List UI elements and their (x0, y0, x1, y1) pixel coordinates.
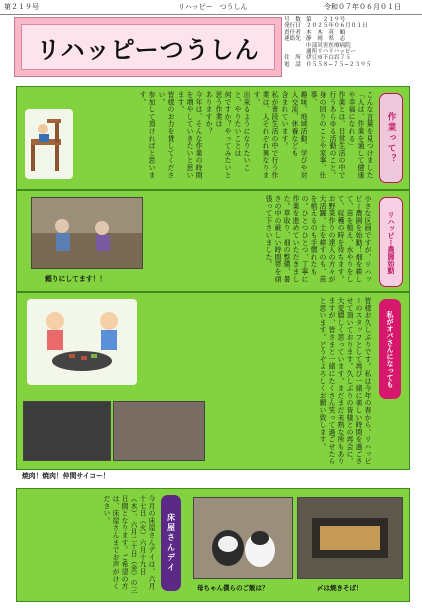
header-date: 令和０７年０６月０１日 (324, 3, 401, 11)
sagyo-text: こんな言葉を見つけました「人は、作業を通して健康や幸福になれる」 作業とは、日常生活の中で行うあらゆる活動のこと。 身の回りのことや家事、仕事、 趣味、地域活動、学びや対人交流、休養なども 含まれています。 私が普段生活の中で行う作業は、人それぞれ異なります。 出来るようになりたいこと、やりたいことは 何ですか？やってみたいと思う作業は ありますか？ 今年は、そんな作業の時間を増やしていきたいと思います。 皆様のお力を貸してください。 参加して頂ければと思います。 (138, 91, 373, 179)
farm-caption: 頼りにしてます！！ (45, 275, 107, 283)
title-banner-inner (21, 24, 275, 70)
info-row: 責任者 本 木 英 順 (284, 29, 346, 36)
info-row: 中部災害医療病院 (306, 42, 351, 49)
publication-info (284, 17, 408, 77)
info-row: 発行日 ２０２５年０６月０１日 (284, 23, 368, 30)
header-divider (0, 14, 422, 15)
cats-photo (193, 497, 293, 579)
top-header (0, 0, 422, 14)
section-tag-staff: 私がオバさんになっても (379, 299, 401, 399)
farm-photo (31, 197, 143, 269)
section-tag-barber: 床屋さんデイ (161, 495, 181, 591)
section-sagyo (16, 86, 410, 190)
barber-text: 今月の床屋さんデイは、六月十七日（火）六月十九日（木）、六月二十日（金）の三日間となります。ご希望の方は、床屋さんまでお声がけください。 (102, 495, 155, 594)
section-staff (16, 292, 410, 470)
header-title: リハッピー つうしん (178, 3, 248, 11)
info-row: 号 数 第 ２１９号 (284, 17, 346, 23)
staff-caption: 焼肉！焼肉！仲間サイコー！ (22, 472, 110, 480)
group-photo (113, 401, 205, 461)
staff-text: 皆様お久しぶりです。私は今年の春から、リハッピーのスタッフとして再び一緒に楽しい時間を過ごさせて頂いております。久しぶりの皆様との再会に、大変嬉しく思っています。まだまだ未熟な所もありますが、皆さまと一緒にたくさん笑って過ごせたらと思います。どうぞよろしくお願い致します。 (318, 297, 371, 465)
section-barber (16, 488, 410, 602)
info-row: 通所リハリハッピー (306, 49, 356, 56)
info-row: 連絡先 静 岡 県 志 (284, 36, 346, 43)
title-banner (14, 17, 282, 77)
info-row: 住 所 伊豆市下白岩７５ (284, 55, 351, 62)
newsletter-title: リハッピーつうしん (36, 35, 260, 64)
section-tag-sagyo: 作業って？ (379, 93, 403, 183)
section-farm (16, 190, 410, 292)
yakisoba-caption: 〆は焼きそば！ (317, 584, 363, 592)
chair-illustration (25, 109, 73, 179)
bbq-grill-photo (23, 401, 111, 461)
section-tag-farm: リハッピー農園始動 (379, 197, 403, 287)
issue-number: 第２１９号 (4, 3, 39, 11)
farm-text: 小さな区画ですが、リハッピー農園を始動！畑を耕して、苗を植え、水やりをして、収穫の時を待ちます。お野菜作りの達人の方々が大活躍。土を耕すのも、苗を植えるのも手慣れたもの。ひとつひとつ、丁寧に作業を進めていただきました。草取り、畑の整備、暑さの中の厳しい時間帯を頑張って下さいました。 (264, 195, 371, 283)
bbq-illustration (27, 299, 137, 385)
yakisoba-photo (297, 497, 403, 579)
info-row: 電 話 ０５５８−７５−２３９５ (284, 61, 372, 68)
cats-caption: 母ちゃん僕らのご飯は？ (197, 584, 269, 592)
